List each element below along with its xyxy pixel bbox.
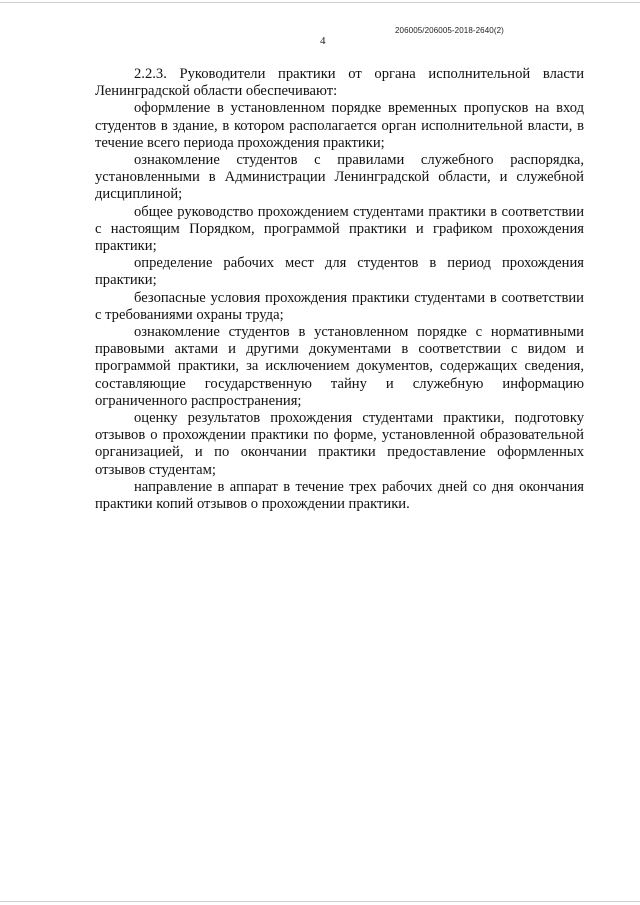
paragraph-workplaces: определение рабочих мест для студентов в период прохождения практики; (95, 255, 584, 289)
paragraph-safety: безопасные условия прохождения практики студентами в соответствии с требованиями охраны труда; (95, 289, 584, 323)
scan-edge-bottom (0, 901, 640, 902)
paragraph-guidance: общее руководство прохождением студентами практики в соответствии с настоящим Порядком, программой практики и графиком прохождения практики; (95, 203, 584, 255)
paragraph-evaluation: оценку результатов прохождения студентами практики, подготовку отзывов о прохождении практики по форме, установленной образовательной организацией, и по окончании практики предоставление оформленных отзывов студентам; (95, 410, 584, 478)
paragraph-2-2-3: 2.2.3. Руководители практики от органа исполнительной власти Ленинградской области обеспечивают: (95, 66, 584, 100)
paragraph-copies: направление в аппарат в течение трех рабочих дней со дня окончания практики копий отзывов о прохождении практики. (95, 478, 584, 513)
paragraph-documents: ознакомление студентов в установленном порядке с нормативными правовыми актами и другими документами в соответствии с видом и программой практики, за исключением документов, содержащих сведения, составляющие государственную тайну и служебную информацию ограниченного распространения; (95, 324, 584, 409)
document-id: 206005/206005-2018-2640(2) (395, 26, 504, 35)
paragraph-rules: ознакомление студентов с правилами служебного распорядка, установленными в Администрации Ленинградской области, и служебной дисциплиной; (95, 152, 584, 203)
page-number: 4 (320, 35, 326, 47)
scan-edge-top (0, 2, 640, 3)
paragraph-passes: оформление в установленном порядке временных пропусков на вход студентов в здание, в котором располагается орган исполнительной власти, в течение всего периода прохождения практики; (95, 100, 584, 151)
document-body (95, 66, 584, 513)
